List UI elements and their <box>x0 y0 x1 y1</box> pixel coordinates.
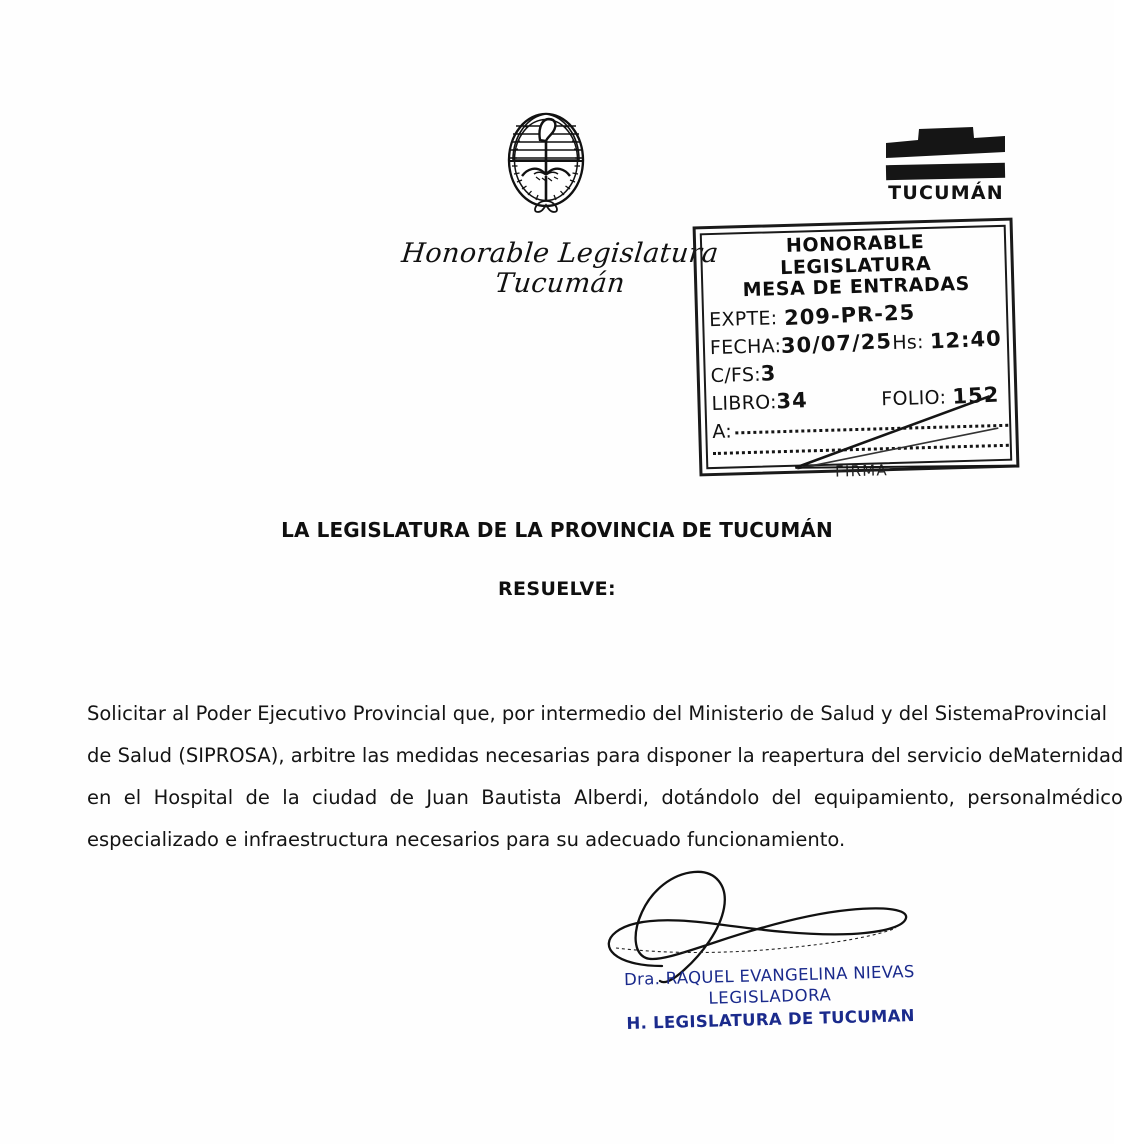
stamp-row-expte <box>709 299 1006 331</box>
stamp-title-line2: MESA DE ENTRADAS <box>742 273 971 302</box>
stamp-row-libro-folio <box>711 383 1008 415</box>
stamp-row-fecha <box>710 327 1007 359</box>
cfs-value: 3 <box>760 361 778 386</box>
signature-role: LEGISLADORA <box>708 985 832 1009</box>
hs-label: Hs: <box>891 331 925 354</box>
stamp-title <box>707 230 1005 303</box>
signature-organization: H. LEGISLATURA DE TUCUMAN <box>626 1005 916 1033</box>
fecha-label: FECHA: <box>709 335 782 360</box>
signature-name: Dra. RAQUEL EVANGELINA NIEVAS <box>623 961 915 990</box>
body-line-2 <box>87 735 1123 777</box>
cfs-label: C/FS: <box>710 363 762 388</box>
body-line-2-end: Maternidad <box>1012 744 1123 767</box>
resolves-label: RESUELVE: <box>497 578 617 600</box>
script-heading-line2: Tucumán <box>493 267 627 299</box>
fecha-value: 30/07/25 <box>780 328 893 359</box>
folio-value: 152 <box>952 382 1000 409</box>
firma-label: FIRMA <box>834 461 889 481</box>
document-body <box>87 693 1123 861</box>
page-title: LA LEGISLATURA DE LA PROVINCIA DE TUCUMÁN <box>281 518 833 542</box>
expte-label: EXPTE: <box>708 307 778 332</box>
tucuman-brand-word: TUCUMÁN <box>888 182 1004 204</box>
body-line-4: especializado e infraestructura necesarios para su adecuado funcionamiento. <box>87 828 846 851</box>
mesa-de-entradas-stamp <box>693 218 1020 481</box>
body-line-1 <box>87 693 1108 735</box>
body-line-3-start: en el Hospital de la ciudad de Juan Bautista Alberdi, dotándolo del equipamiento, personal <box>87 786 1052 809</box>
libro-label: LIBRO: <box>711 391 778 416</box>
hs-value: 12:40 <box>929 326 1003 354</box>
destinatario-label: A: <box>712 420 733 444</box>
destinatario-dotted-line-2 <box>713 443 1009 455</box>
expte-value: 209-PR-25 <box>783 300 916 331</box>
script-heading-line1: Honorable Legislatura <box>399 238 721 269</box>
legislator-signature-stamp <box>619 961 921 1035</box>
body-line-3-end: médico <box>1051 786 1123 809</box>
stamp-row-cfs <box>710 355 1007 387</box>
body-line-1-end: Provincial <box>1013 702 1108 725</box>
body-line-2-start: de Salud (SIPROSA), arbitre las medidas necesarias para disponer la reapertura del servicio de <box>87 744 1013 767</box>
tucuman-logo-mark <box>884 116 1008 180</box>
body-line-3 <box>87 777 1123 819</box>
destinatario-dotted-line <box>735 423 1008 435</box>
tucuman-brand-logo <box>884 116 1016 204</box>
body-line-1-start: Solicitar al Poder Ejecutivo Provincial que, por intermedio del Ministerio de Salud y del Sistema <box>87 702 1014 725</box>
libro-value: 34 <box>776 388 809 414</box>
argentine-coat-of-arms-icon <box>494 108 598 222</box>
stamp-row-destinatario <box>712 413 1008 443</box>
stamp-title-line1: HONORABLE LEGISLATURA <box>779 231 932 279</box>
institution-script-heading <box>400 240 720 298</box>
folio-label: FOLIO: <box>881 386 947 411</box>
